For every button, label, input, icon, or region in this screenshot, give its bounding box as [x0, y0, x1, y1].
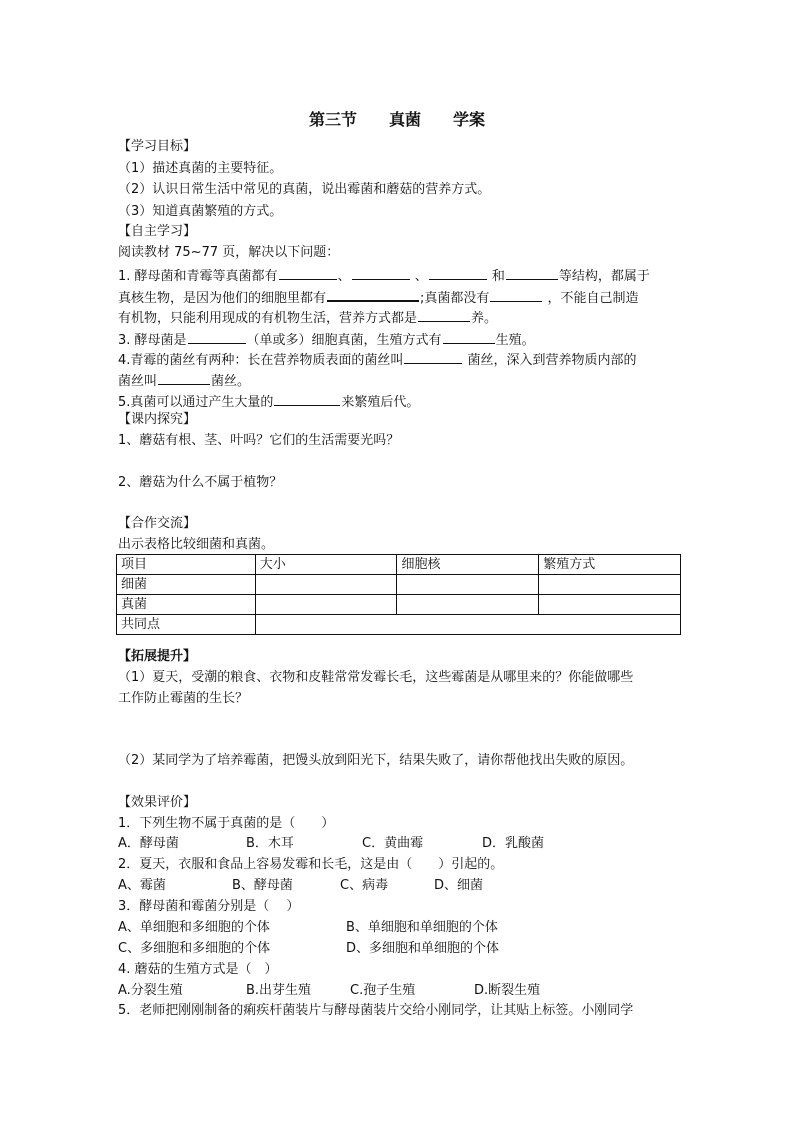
- extend-question-1-line-2: 工作防止霉菌的生长？: [118, 691, 249, 706]
- table-row: [117, 615, 681, 635]
- option[interactable]: A.分裂生殖: [118, 983, 183, 998]
- table-cell-empty[interactable]: [539, 575, 681, 595]
- option[interactable]: C.孢子生殖: [350, 983, 416, 998]
- q1-text-h: ，不能自己制造: [543, 291, 639, 306]
- section-heading-evaluate: 【效果评价】: [118, 795, 197, 810]
- cooperate-intro: 出示表格比较细菌和真菌。: [118, 537, 275, 552]
- table-cell-empty[interactable]: [539, 595, 681, 615]
- goal-item: （2）认识日常生活中常见的真菌，说出霉菌和蘑菇的营养方式。: [118, 182, 491, 197]
- q4-text-a: 4.青霉的菌丝有两种：长在营养物质表面的菌丝叫: [118, 353, 404, 368]
- table-cell-empty[interactable]: [397, 575, 539, 595]
- fill-blank[interactable]: [429, 266, 487, 280]
- table-row-label: 细菌: [117, 575, 256, 595]
- fill-blank[interactable]: [327, 287, 419, 302]
- table-header-cell: 项目: [117, 555, 256, 575]
- table-row-label: 真菌: [117, 595, 256, 615]
- table-row: [117, 595, 681, 615]
- fill-blank[interactable]: [352, 266, 410, 280]
- q1-text-i: 有机物，只能利用现成的有机物生活，营养方式都是: [118, 311, 418, 326]
- page-title: 第三节 真菌 学案: [308, 110, 485, 129]
- extend-question-2: （2）某同学为了培养霉菌，把馒头放到阳光下，结果失败了，请你帮他找出失败的原因。: [118, 753, 634, 768]
- option[interactable]: B．木耳: [246, 836, 294, 851]
- table-cell-empty[interactable]: [255, 575, 397, 595]
- q1-text-e: 等结构，都属于: [558, 269, 650, 284]
- goal-item: （1）描述真菌的主要特征。: [118, 161, 283, 176]
- option[interactable]: C、病毒: [340, 878, 389, 893]
- fill-blank[interactable]: [443, 330, 495, 344]
- section-heading-goals: 【学习目标】: [118, 139, 197, 154]
- fill-blank[interactable]: [490, 288, 542, 302]
- mcq-3-stem: 3．酵母菌和霉菌分别是（ ）: [118, 899, 300, 914]
- explore-question: 2、蘑菇为什么不属于植物？: [118, 475, 283, 490]
- option[interactable]: B.出芽生殖: [246, 983, 312, 998]
- goal-item: （3）知道真菌繁殖的方式。: [118, 204, 283, 219]
- mcq-2-stem: 2．夏天，衣服和食品上容易发霉和长毛，这是由（ ）引起的。: [118, 857, 504, 872]
- extend-question-1-line-1: （1）夏天，受潮的粮食、衣物和皮鞋常常发霉长毛，这些霉菌是从哪里来的？你能做哪些: [118, 670, 634, 685]
- option[interactable]: A、单细胞和多细胞的个体: [118, 920, 270, 935]
- table-header-cell: 大小: [255, 555, 397, 575]
- table-cell-empty[interactable]: [255, 615, 680, 635]
- q1-text-d: 和: [487, 269, 505, 284]
- q5-text-a: 5.真菌可以通过产生大量的: [118, 395, 274, 410]
- comparison-table: [116, 554, 681, 635]
- option[interactable]: D、细菌: [434, 878, 484, 893]
- fill-blank[interactable]: [404, 350, 462, 364]
- table-header-cell: 繁殖方式: [539, 555, 681, 575]
- table-row-label: 共同点: [117, 615, 256, 635]
- option[interactable]: D．乳酸菌: [482, 836, 545, 851]
- question-1-line-3: [118, 308, 497, 327]
- question-3: [118, 330, 535, 349]
- section-heading-extend: 【拓展提升】: [118, 649, 197, 664]
- q1-text-g: ;真菌都没有: [420, 291, 490, 306]
- q4-text-c: 菌丝叫: [118, 374, 158, 389]
- q1-text-c: 、: [410, 269, 428, 284]
- table-header-row: [117, 555, 681, 575]
- option[interactable]: A．酵母菌: [118, 836, 179, 851]
- self-study-intro: 阅读教材 75~77 页，解决以下问题：: [118, 245, 340, 260]
- question-1-line-2: [118, 287, 639, 307]
- option[interactable]: D.断裂生殖: [474, 983, 541, 998]
- question-1-line-1: [118, 266, 650, 285]
- mcq-1-stem: 1．下列生物不属于真菌的是（ ）: [118, 816, 335, 831]
- option[interactable]: B、单细胞和单细胞的个体: [346, 920, 498, 935]
- option[interactable]: C．黄曲霉: [362, 836, 424, 851]
- question-4-line-2: [118, 371, 250, 390]
- q3-text-c: 生殖。: [495, 333, 535, 348]
- option[interactable]: D、多细胞和单细胞的个体: [346, 941, 500, 956]
- q4-text-d: 菌丝。: [211, 374, 251, 389]
- option[interactable]: B、酵母菌: [232, 878, 293, 893]
- mcq-4-stem: 4. 蘑菇的生殖方式是（ ）: [118, 962, 278, 977]
- q1-text-b: 、: [337, 269, 351, 284]
- q3-text-a: 3. 酵母菌是: [118, 333, 187, 348]
- table-cell-empty[interactable]: [397, 595, 539, 615]
- q3-text-b: （单或多）细胞真菌，生殖方式有: [246, 333, 442, 348]
- q1-text-a: 1. 酵母菌和青霉等真菌都有: [118, 269, 278, 284]
- fill-blank[interactable]: [274, 392, 340, 406]
- question-5: [118, 392, 419, 411]
- fill-blank[interactable]: [279, 266, 337, 280]
- fill-blank[interactable]: [188, 330, 246, 344]
- table-row: [117, 575, 681, 595]
- section-heading-cooperate: 【合作交流】: [118, 516, 197, 531]
- q1-text-f: 真核生物，是因为他们的细胞里都有: [118, 291, 327, 306]
- q1-text-j: 养。: [471, 311, 498, 326]
- table-header-cell: 细胞核: [397, 555, 539, 575]
- q4-text-b: 菌丝，深入到营养物质内部的: [463, 353, 637, 368]
- fill-blank[interactable]: [506, 266, 558, 280]
- q5-text-b: 来繁殖后代。: [341, 395, 420, 410]
- explore-question: 1、蘑菇有根、茎、叶吗？它们的生活需要光吗？: [118, 433, 400, 448]
- mcq-5-stem: 5．老师把刚刚制备的痢疾杆菌装片与酵母菌装片交给小刚同学，让其贴上标签。小刚同学: [118, 1003, 634, 1018]
- table-cell-empty[interactable]: [255, 595, 397, 615]
- fill-blank[interactable]: [418, 308, 470, 322]
- option[interactable]: A、霉菌: [118, 878, 166, 893]
- question-4-line-1: [118, 350, 637, 369]
- option[interactable]: C、多细胞和多细胞的个体: [118, 941, 271, 956]
- section-heading-self-study: 【自主学习】: [118, 224, 197, 239]
- section-heading-explore: 【课内探究】: [118, 412, 197, 427]
- fill-blank[interactable]: [158, 371, 210, 385]
